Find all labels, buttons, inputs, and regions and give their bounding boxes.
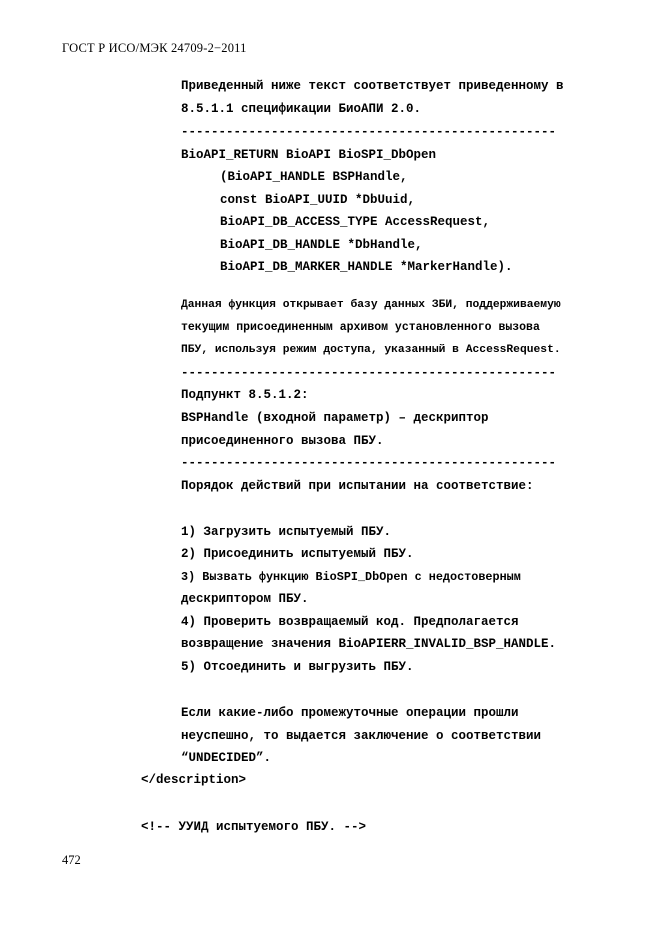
code-line: const BioAPI_UUID *DbUuid, [220, 193, 416, 207]
document-header: ГОСТ Р ИСО/МЭК 24709-2−2011 [62, 41, 247, 55]
text-line: неуспешно, то выдается заключение о соответствии [181, 729, 542, 743]
text-line: присоединенного вызова ПБУ. [181, 434, 384, 448]
code-comment: <!-- УУИД испытуемого ПБУ. --> [141, 820, 367, 834]
text-line: Данная функция открывает базу данных ЗБИ, поддерживаемую [181, 299, 561, 311]
text-line: Если какие-либо промежуточные операции прошли [181, 706, 519, 720]
code-line: BioAPI_DB_HANDLE *DbHandle, [220, 238, 423, 252]
text-line: Порядок действий при испытании на соответствие: [181, 479, 534, 493]
text-line: BSPHandle (входной параметр) – дескриптор [181, 411, 489, 425]
list-item: 3) Вызвать функцию BioSPI_DbOpen с недостоверным [181, 570, 521, 584]
code-line: </description> [141, 773, 247, 787]
text-line: 8.5.1.1 спецификации БиоАПИ 2.0. [181, 102, 422, 116]
list-item: 1) Загрузить испытуемый ПБУ. [181, 525, 392, 539]
list-item: 4) Проверить возвращаемый код. Предполагается [181, 615, 519, 629]
page-number: 472 [62, 853, 81, 867]
text-line: текущим присоединенным архивом установленного вызова [181, 321, 540, 334]
separator-line: -------------------------------------------------- [181, 366, 557, 380]
text-line: Приведенный ниже текст соответствует приведенному в [181, 79, 564, 93]
code-line: BioAPI_RETURN BioAPI BioSPI_DbOpen [181, 148, 437, 162]
list-item: возвращение значения BioAPIERR_INVALID_BSP_HANDLE. [181, 637, 557, 651]
separator-line: -------------------------------------------------- [181, 125, 557, 139]
code-line: BioAPI_DB_MARKER_HANDLE *MarkerHandle). [220, 260, 513, 274]
list-item: 5) Отсоединить и выгрузить ПБУ. [181, 660, 414, 674]
text-line: ПБУ, используя режим доступа, указанный в AccessRequest. [181, 344, 561, 356]
text-line: Подпункт 8.5.1.2: [181, 388, 309, 402]
list-item: 2) Присоединить испытуемый ПБУ. [181, 547, 414, 561]
separator-line: -------------------------------------------------- [181, 456, 557, 470]
code-line: BioAPI_DB_ACCESS_TYPE AccessRequest, [220, 215, 491, 229]
code-line: (BioAPI_HANDLE BSPHandle, [220, 170, 408, 184]
text-line: “UNDECIDED”. [181, 751, 272, 765]
list-item: дескриптором ПБУ. [181, 592, 309, 606]
